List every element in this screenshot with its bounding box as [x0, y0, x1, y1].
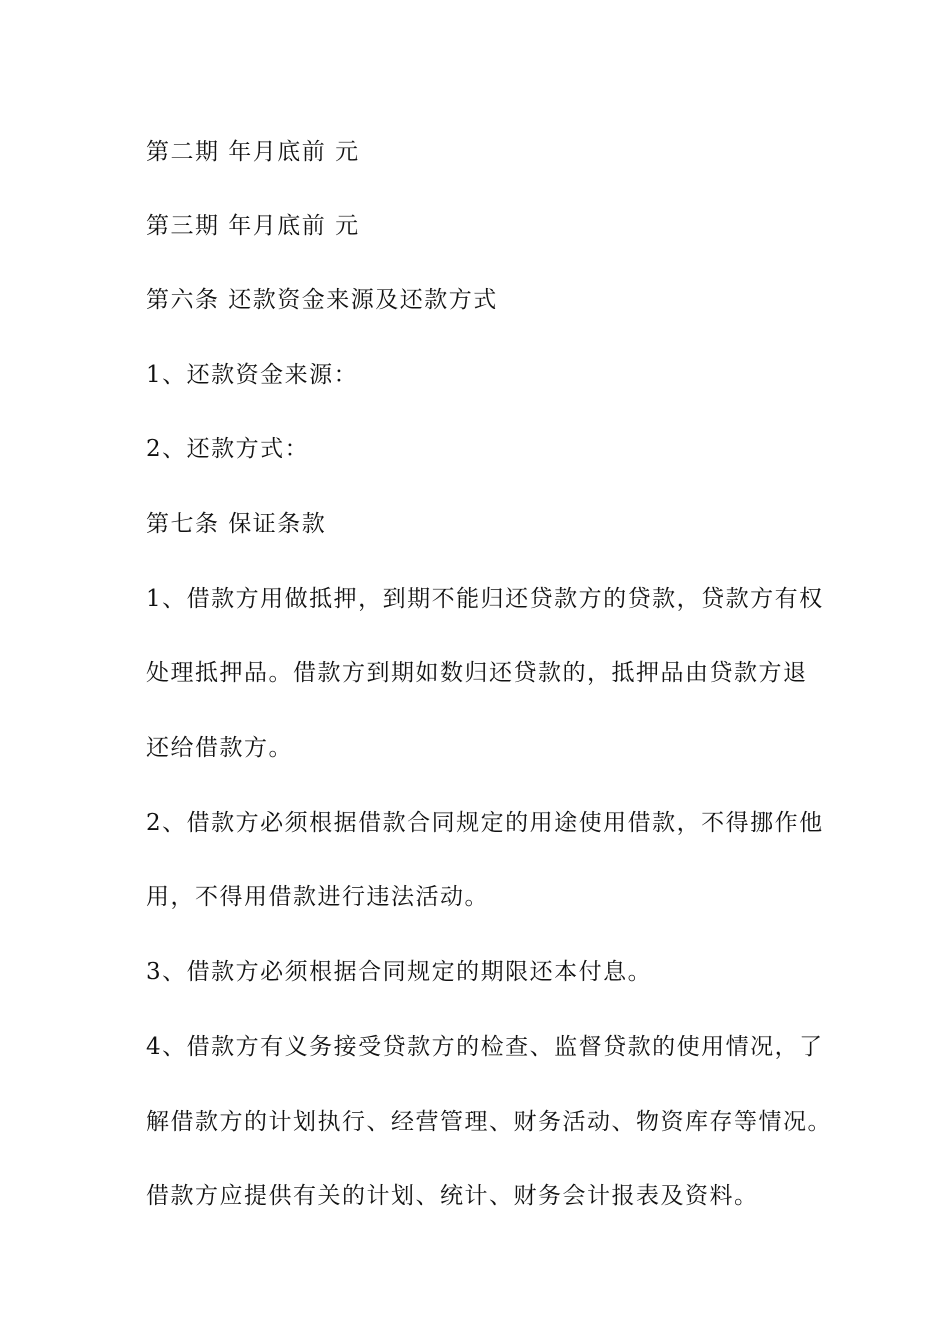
clause-2-line-2: 用，不得用借款进行违法活动。	[146, 884, 489, 910]
clause-4-line-3: 借款方应提供有关的计划、统计、财务会计报表及资料。	[146, 1183, 759, 1209]
clause-1-line-2: 处理抵押品。借款方到期如数归还贷款的，抵押品由贷款方退	[146, 660, 808, 686]
clause-4-line-1: 4、借款方有义务接受贷款方的检查、监督贷款的使用情况，了	[146, 1034, 824, 1060]
article-6-heading: 第六条 还款资金来源及还款方式	[146, 287, 498, 313]
clause-3-line: 3、借款方必须根据合同规定的期限还本付息。	[146, 959, 653, 985]
repayment-source-line: 1、还款资金来源：	[146, 362, 359, 388]
article-7-heading: 第七条 保证条款	[146, 511, 327, 537]
clause-2-line-1: 2、借款方必须根据借款合同规定的用途使用借款，不得挪作他	[146, 810, 824, 836]
clause-4-line-2: 解借款方的计划执行、经营管理、财务活动、物资库存等情况。	[146, 1109, 832, 1135]
installment-3-line: 第三期 年月底前 元	[146, 213, 360, 239]
clause-1-line-3: 还给借款方。	[146, 735, 293, 761]
repayment-method-line: 2、还款方式：	[146, 436, 310, 462]
installment-2-line: 第二期 年月底前 元	[146, 139, 360, 165]
clause-1-line-1: 1、借款方用做抵押，到期不能归还贷款方的贷款，贷款方有权	[146, 586, 824, 612]
